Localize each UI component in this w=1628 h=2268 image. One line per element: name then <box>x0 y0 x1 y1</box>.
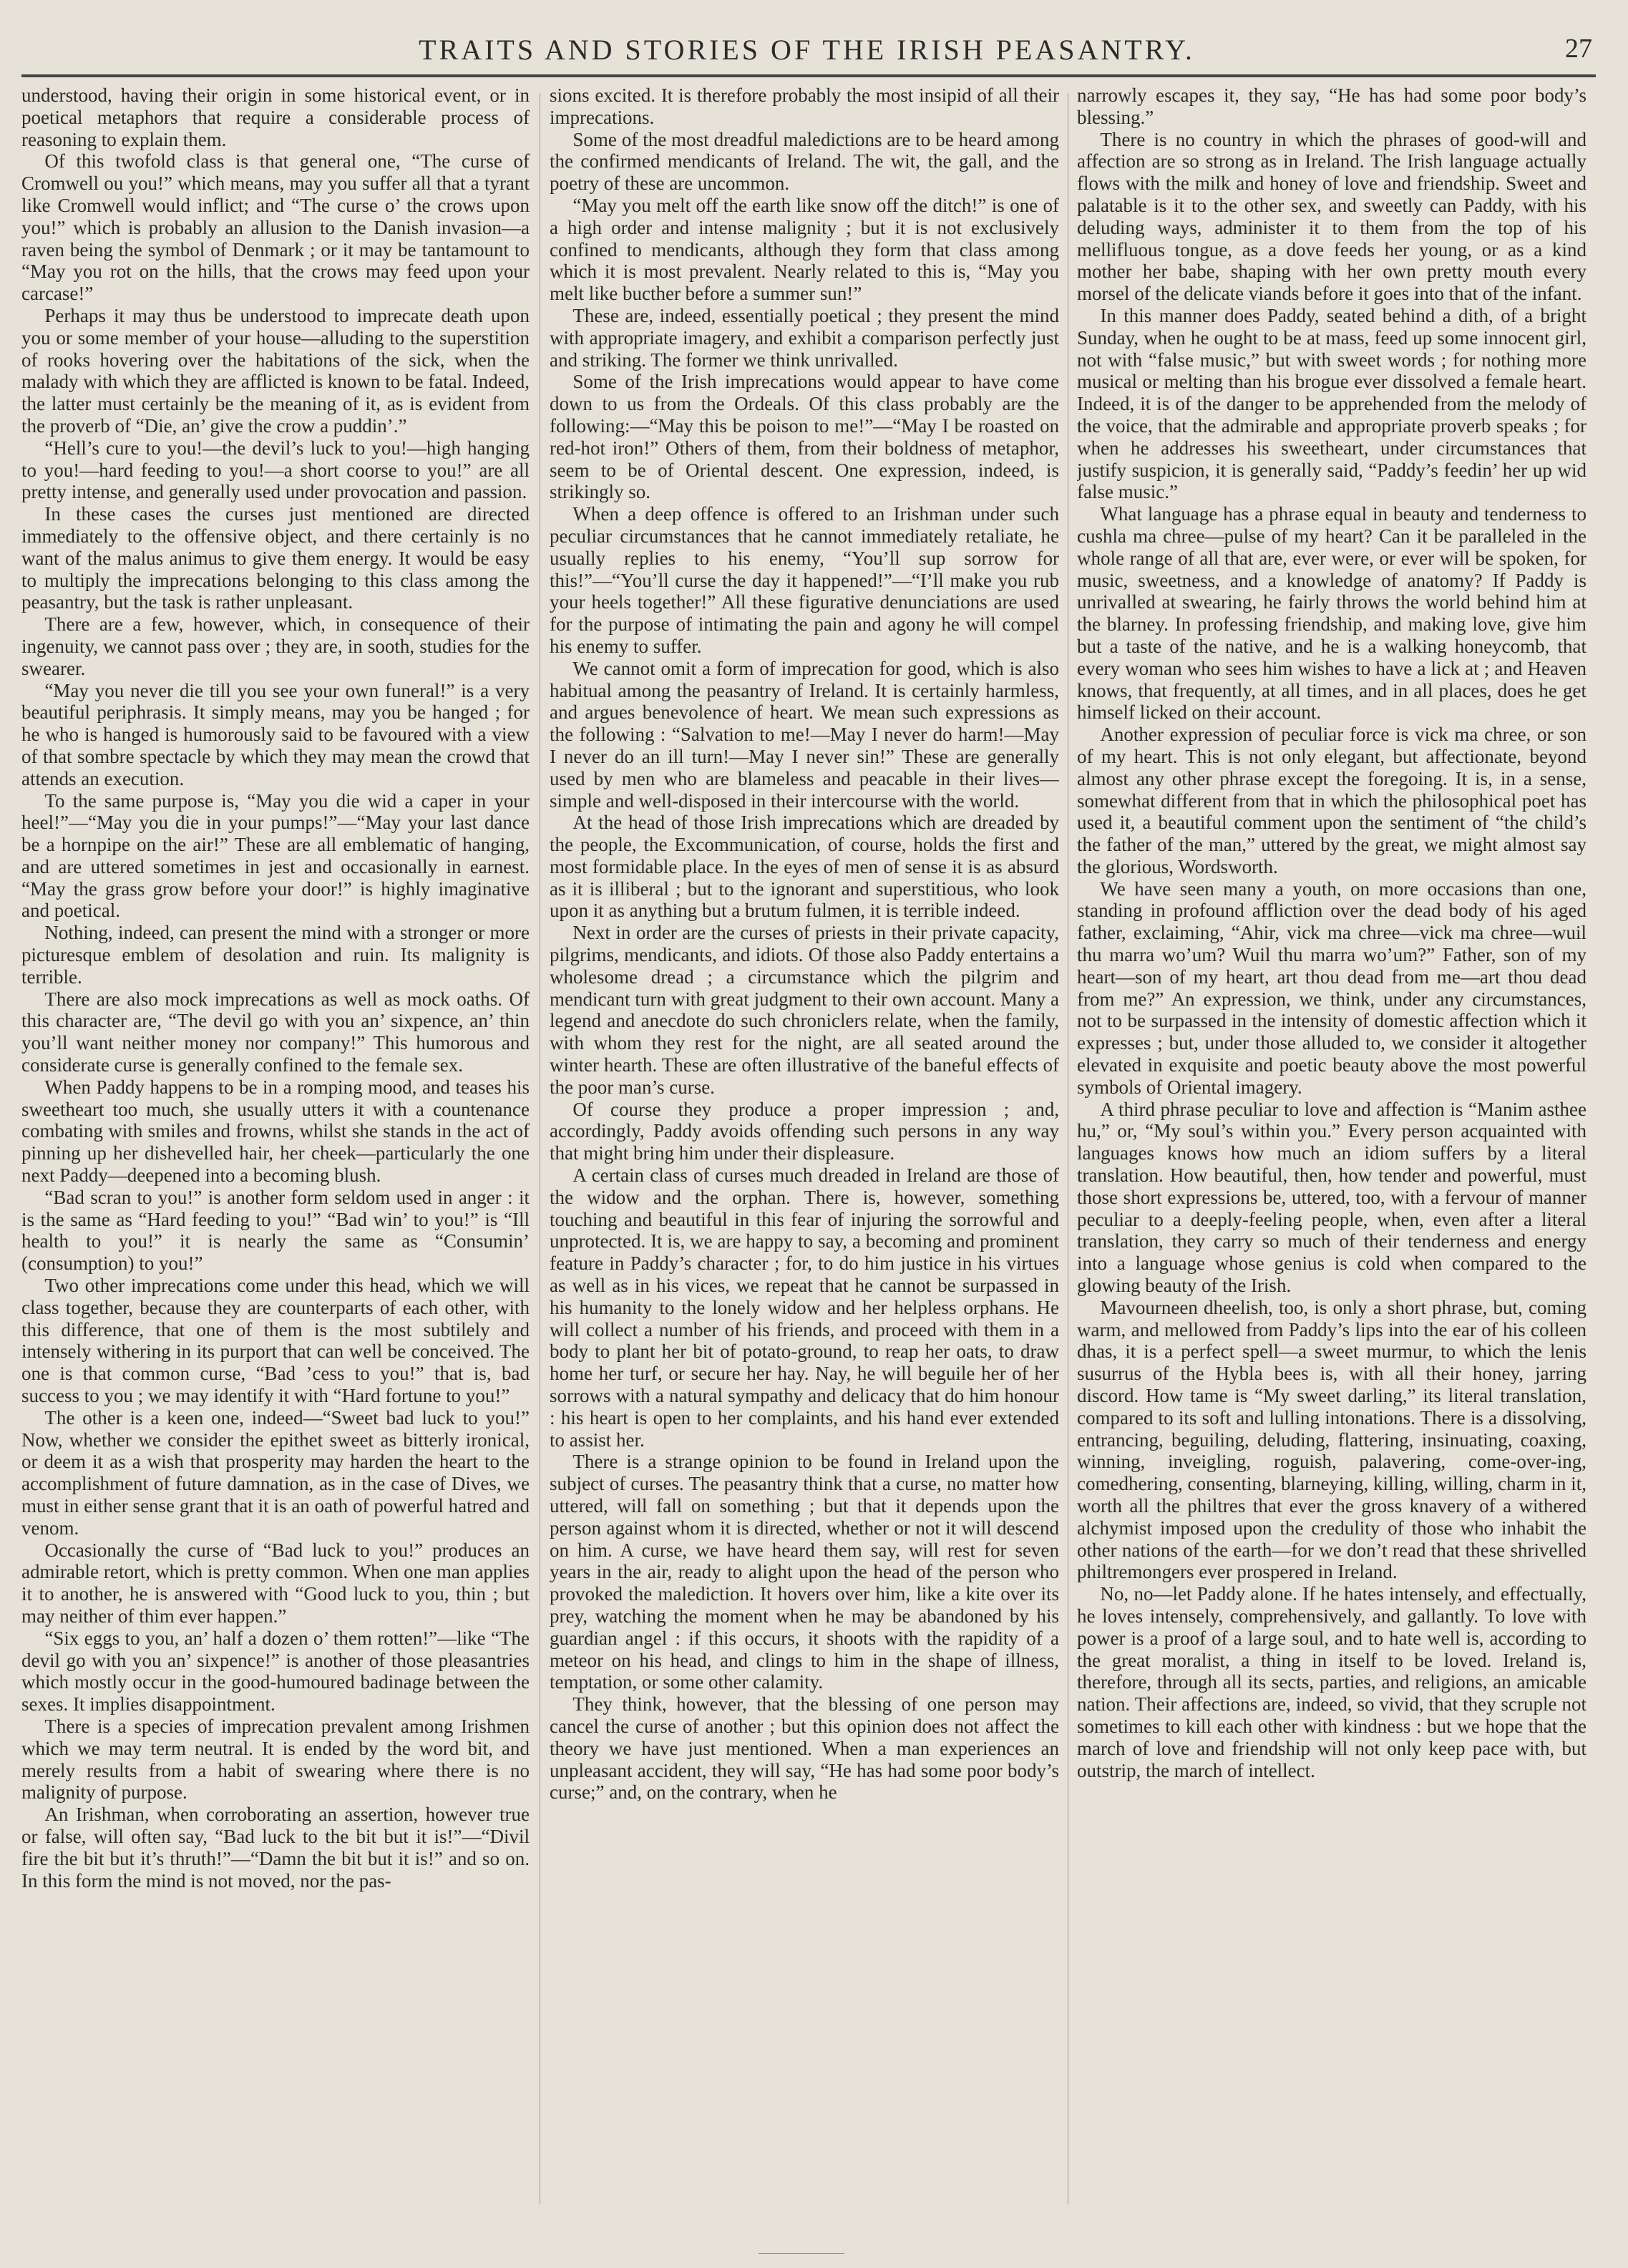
paragraph: When a deep offence is offered to an Irishman under such peculiar circumstances that he cannot immediately retaliate, he usually replies to his enemy, “You’ll sup sorrow for this!”—“You’ll curse the day it happened!”—“I’ll make you rub your heels together!” All these figurative denunciations are used for the purpose of intimating the pain and agony he will compel his enemy to suffer. <box>550 503 1059 657</box>
paragraph: “Hell’s cure to you!—the devil’s luck to you!—high hanging to you!—hard feeding to you!—a short coorse to you!” are all pretty intense, and generally used under provocation and passion. <box>21 437 530 503</box>
paragraph: There is no country in which the phrases of good-will and affection are so strong as in Ireland. The Irish language actually flows with the milk and honey of love and friendship. Sweet and palatable is it to the other sex, and sweetly can Paddy, with his deluding ways, administer it to them from the top of his mellifluous tongue, as a dove feeds her young, or as a kind mother her babe, shaping with her own pretty mouth every morsel of the delicate viands before it goes into that of the infant. <box>1077 128 1586 305</box>
paragraph: sions excited. It is therefore probably the most insipid of all their imprecations. <box>550 84 1059 128</box>
paragraph: Perhaps it may thus be understood to imprecate death upon you or some member of your house—alluding to the superstition of rooks hovering over the habitations of the sick, when the malady with which they are afflicted is known to be fatal. Indeed, the latter must certainly be the meaning of it, as is evident from the proverb of “Die, an’ give the crow a puddin’.” <box>21 304 530 437</box>
footer-ornament <box>759 2253 844 2255</box>
running-title: TRAITS AND STORIES OF THE IRISH PEASANTRY. <box>419 34 1195 66</box>
paragraph: understood, having their origin in some historical event, or in poetical metaphors that require a considerable process of reasoning to explain them. <box>21 84 530 150</box>
paragraph: Occasionally the curse of “Bad luck to you!” produces an admirable retort, which is pretty common. When one man applies it to another, he is answered with “Good luck to you, thin ; but may neither of thim ever happen.” <box>21 1539 530 1627</box>
paragraph: A third phrase peculiar to love and affection is “Manim asthee hu,” or, “My soul’s within you.” Every person acquainted with languages knows how much an idiom suffers by a literal translation. How beautiful, then, how tender and powerful, must those short expressions be, uttered, too, with a fervour of manner peculiar to a deeply-feeling people, when, even after a literal translation, they carry so much of their tenderness and energy into a language whose genius is cold when compared to the glowing beauty of the Irish. <box>1077 1098 1586 1297</box>
paragraph: Nothing, indeed, can present the mind with a stronger or more picturesque emblem of desolation and ruin. Its malignity is terrible. <box>21 922 530 988</box>
paragraph: Some of the most dreadful maledictions are to be heard among the confirmed mendicants of Ireland. The wit, the gall, and the poetry of these are uncommon. <box>550 128 1059 195</box>
paragraph: There are a few, however, which, in consequence of their ingenuity, we cannot pass over ; they are, in sooth, studies for the swearer. <box>21 613 530 679</box>
column-2 <box>550 84 1059 2224</box>
paragraph: Two other imprecations come under this head, which we will class together, because they are counterparts of each other, with this difference, that one of them is the most subtilely and intensely withering in its purport that can well be conceived. The one is that common curse, “Bad ’cess to you!” that is, bad success to you ; we may identify it with “Hard fortune to you!” <box>21 1275 530 1407</box>
paragraph: There is a species of imprecation prevalent among Irishmen which we may term neutral. It is ended by the word bit, and merely results from a habit of swearing where there is no malignity of purpose. <box>21 1715 530 1804</box>
paragraph: Of this twofold class is that general one, “The curse of Cromwell ou you!” which means, may you suffer all that a tyrant like Cromwell would inflict; and “The curse o’ the crows upon you!” which is probably an allusion to the Danish invasion—a raven being the symbol of Denmark ; or it may be tantamount to “May you rot on the hills, that the crows may feed upon your carcase!” <box>21 150 530 305</box>
paragraph: At the head of those Irish imprecations which are dreaded by the people, the Excommunication, of course, holds the first and most formidable place. In the eyes of men of sense it is as absurd as it is illiberal ; but to the ignorant and superstitious, who look upon it as anything but a brutum fulmen, it is terrible indeed. <box>550 812 1059 922</box>
paragraph: We cannot omit a form of imprecation for good, which is also habitual among the peasantry of Ireland. It is certainly harmless, and argues benevolence of heart. We mean such expressions as the following : “Salvation to me!—May I never do harm!—May I never do an ill turn!—May I never sin!” These are generally used by men who are blameless and peacable in their lives—simple and well-disposed in their intercourse with the world. <box>550 657 1059 812</box>
header-rule <box>21 74 1596 77</box>
paragraph: There is a strange opinion to be found in Ireland upon the subject of curses. The peasantry think that a curse, no matter how uttered, will fall on something ; but that it depends upon the person against whom it is directed, whether or not it will descend on him. A curse, we have heard them say, will rest for seven years in the air, ready to alight upon the head of the person who provoked the malediction. It hovers over him, like a kite over its prey, watching the moment when he may be abandoned by his guardian angel : if this occurs, it shoots with the rapidity of a meteor on his head, and clings to him in the shape of illness, temptation, or some other calamity. <box>550 1451 1059 1693</box>
paragraph: In this manner does Paddy, seated behind a dith, of a bright Sunday, when he ought to be at mass, feed up some innocent girl, not with “false music,” but with sweet words ; for nothing more musical or melting than his brogue ever dissolved a female heart. Indeed, it is of the danger to be apprehended from the melody of the voice, that the admirable and appropriate proverb speaks ; for when he addresses his sweetheart, under circumstances that justify suspicion, it is generally said, “Paddy’s feedin’ her up wid false music.” <box>1077 304 1586 503</box>
paragraph: “May you never die till you see your own funeral!” is a very beautiful periphrasis. It simply means, may you be hanged ; for he who is hanged is humorously said to be favoured with a view of that sombre spectacle by which they may mean the crowd that attends an execution. <box>21 679 530 789</box>
paragraph: These are, indeed, essentially poetical ; they present the mind with appropriate imagery, and exhibit a comparison perfectly just and striking. The former we think unrivalled. <box>550 304 1059 371</box>
paragraph: Mavourneen dheelish, too, is only a short phrase, but, coming warm, and mellowed from Paddy’s lips into the ear of his colleen dhas, it is a perfect spell—a sweet murmur, to which the lenis susurrus of the Hybla bees is, with all their honey, jarring discord. How tame is “My sweet darling,” its literal translation, compared to its soft and lulling intonations. There is a dissolving, entrancing, beguiling, deluding, flattering, insinuating, coaxing, winning, inveigling, roguish, palavering, come-over-ing, comedhering, consenting, blarneying, killing, willing, charm in it, worth all the philtres that ever the gross knavery of a withered alchymist imposed upon the credulity of those who inhabit the other nations of the earth—for we don’t read that these shrivelled philtremongers ever prospered in Ireland. <box>1077 1296 1586 1583</box>
paragraph: Some of the Irish imprecations would appear to have come down to us from the Ordeals. Of this class probably are the following:—“May this be poison to me!”—“May I be roasted on red-hot iron!” Others of them, from their boldness of metaphor, seem to be of Oriental descent. One expression, indeed, is strikingly so. <box>550 371 1059 503</box>
page-number: 27 <box>1565 34 1592 64</box>
paragraph: An Irishman, when corroborating an assertion, however true or false, will often say, “Bad luck to the bit but it is!”—“Divil fire the bit but it’s thruth!”—“Damn the bit but it is!” and so on. In this form the mind is not moved, nor the pas- <box>21 1804 530 1892</box>
paragraph: Another expression of peculiar force is vick ma chree, or son of my heart. This is not only elegant, but affectionate, beyond almost any other phrase except the foregoing. It is, in a sense, somewhat different from that in which the philosophical poet has used it, a beautiful comment upon the sentiment of “the child’s the father of the man,” uttered by the great, we might almost say the glorious, Wordsworth. <box>1077 724 1586 877</box>
paragraph: No, no—let Paddy alone. If he hates intensely, and effectually, he loves intensely, comprehensively, and gallantly. To love with power is a proof of a large soul, and to hate well is, according to the great moralist, a thing in itself to be loved. Ireland is, therefore, through all its sects, parties, and religions, an amicable nation. Their affections are, indeed, so vivid, that they scruple not sometimes to kill each other with kindness : but we hope that the march of love and friendship will not only keep pace with, but outstrip, the march of intellect. <box>1077 1583 1586 1781</box>
paragraph: We have seen many a youth, on more occasions than one, standing in profound affliction over the dead body of his aged father, exclaiming, “Ahir, vick ma chree—vick ma chree—wuil thu marra wo’um? Wuil thu marra wo’um?” Father, son of my heart—son of my heart, art thou dead from me—art thou dead from me?” An expression, we think, under any circumstances, not to be surpassed in the intensity of domestic affection which it expresses ; but, under those alluded to, we consider it altogether elevated in exquisite and poetic beauty above the most powerful symbols of Oriental imagery. <box>1077 877 1586 1098</box>
paragraph: A certain class of curses much dreaded in Ireland are those of the widow and the orphan. There is, however, something touching and beautiful in this fear of injuring the sorrowful and unprotected. It is, we are happy to say, a becoming and prominent feature in Paddy’s character ; for, to do him justice in his virtues as well as in his vices, we repeat that he cannot be surpassed in his humanity to the lonely widow and her helpless orphans. He will collect a number of his friends, and proceed with them in a body to plant her bit of potato-ground, to reap her oats, to draw home her turf, or secure her hay. Nay, he will beguile her of her sorrows with a natural sympathy and delicacy that do him honour : his heart is open to her complaints, and his hand ever extended to assist her. <box>550 1164 1059 1451</box>
paragraph: narrowly escapes it, they say, “He has had some poor body’s blessing.” <box>1077 84 1586 128</box>
paragraph: In these cases the curses just mentioned are directed immediately to the offensive object, and there certainly is no want of the malus animus to give them energy. It would be easy to multiply the imprecations belonging to this class among the peasantry, but the task is rather unpleasant. <box>21 503 530 613</box>
paragraph: When Paddy happens to be in a romping mood, and teases his sweetheart too much, she usually utters it with a countenance combating with smiles and frowns, whilst she stands in the act of pinning up her dishevelled hair, her cheek—particularly the one next Paddy—deepened into a becoming blush. <box>21 1076 530 1187</box>
paragraph: To the same purpose is, “May you die wid a caper in your heel!”—“May you die in your pumps!”—“May your last dance be a hornpipe on the air!” These are all emblematic of hanging, and are uttered sometimes in jest and occasionally in earnest. “May the grass grow before your door!” is highly imaginative and poetical. <box>21 789 530 922</box>
paragraph: “Bad scran to you!” is another form seldom used in anger : it is the same as “Hard feeding to you!” “Bad win’ to you!” is “Ill health to you!” it is nearly the same as “Consumin’ (consumption) to you!” <box>21 1186 530 1275</box>
paragraph: The other is a keen one, indeed—“Sweet bad luck to you!” Now, whether we consider the epithet sweet as bitterly ironical, or deem it as a wish that prosperity may harden the heart to the accomplishment of future damnation, as in the case of Dives, we must in either sense grant that it is an oath of powerful hatred and venom. <box>21 1406 530 1539</box>
paragraph: Of course they produce a proper impression ; and, accordingly, Paddy avoids offending such persons in any way that might bring him under their displeasure. <box>550 1098 1059 1164</box>
paragraph: “Six eggs to you, an’ half a dozen o’ them rotten!”—like “The devil go with you an’ sixpence!” is another of those pleasantries which mostly occur in the good-humoured badinage between the sexes. It implies disappointment. <box>21 1627 530 1715</box>
paragraph: There are also mock imprecations as well as mock oaths. Of this character are, “The devil go with you an’ sixpence, an’ thin you’ll want neither money nor company!” This humorous and considerate curse is generally confined to the female sex. <box>21 988 530 1076</box>
paragraph: Next in order are the curses of priests in their private capacity, pilgrims, mendicants, and idiots. Of those also Paddy entertains a wholesome dread ; a circumstance which the pilgrim and mendicant turn with great judgment to their own account. Many a legend and anecdote do such chroniclers relate, when the family, with whom they rest for the night, are all seated around the winter hearth. These are often illustrative of the baneful effects of the poor man’s curse. <box>550 922 1059 1098</box>
paragraph: What language has a phrase equal in beauty and tenderness to cushla ma chree—pulse of my heart? Can it be paralleled in the whole range of all that are, ever were, or ever will be spoken, for music, sweetness, and a knowledge of anatomy? If Paddy is unrivalled at swearing, he fairly throws the world behind him at the blarney. In professing friendship, and making love, give him but a taste of the native, and he is a walking honeycomb, that every woman who sees him wishes to have a lick at ; and Heaven knows, that frequently, at all times, and in all places, does he get himself licked on their account. <box>1077 503 1586 724</box>
paragraph: They think, however, that the blessing of one person may cancel the curse of another ; but this opinion does not affect the theory we have just mentioned. When a man experiences an unpleasant accident, they will say, “He has had some poor body’s curse;” and, on the contrary, when he <box>550 1693 1059 1804</box>
column-1 <box>21 84 530 2224</box>
paragraph: “May you melt off the earth like snow off the ditch!” is one of a high order and intense malignity ; but it is not exclusively confined to mendicants, although they form that class among which it is most prevalent. Nearly related to this is, “May you melt like bucther before a summer sun!” <box>550 194 1059 305</box>
page-header <box>21 33 1592 64</box>
column-3 <box>1077 84 1586 2224</box>
